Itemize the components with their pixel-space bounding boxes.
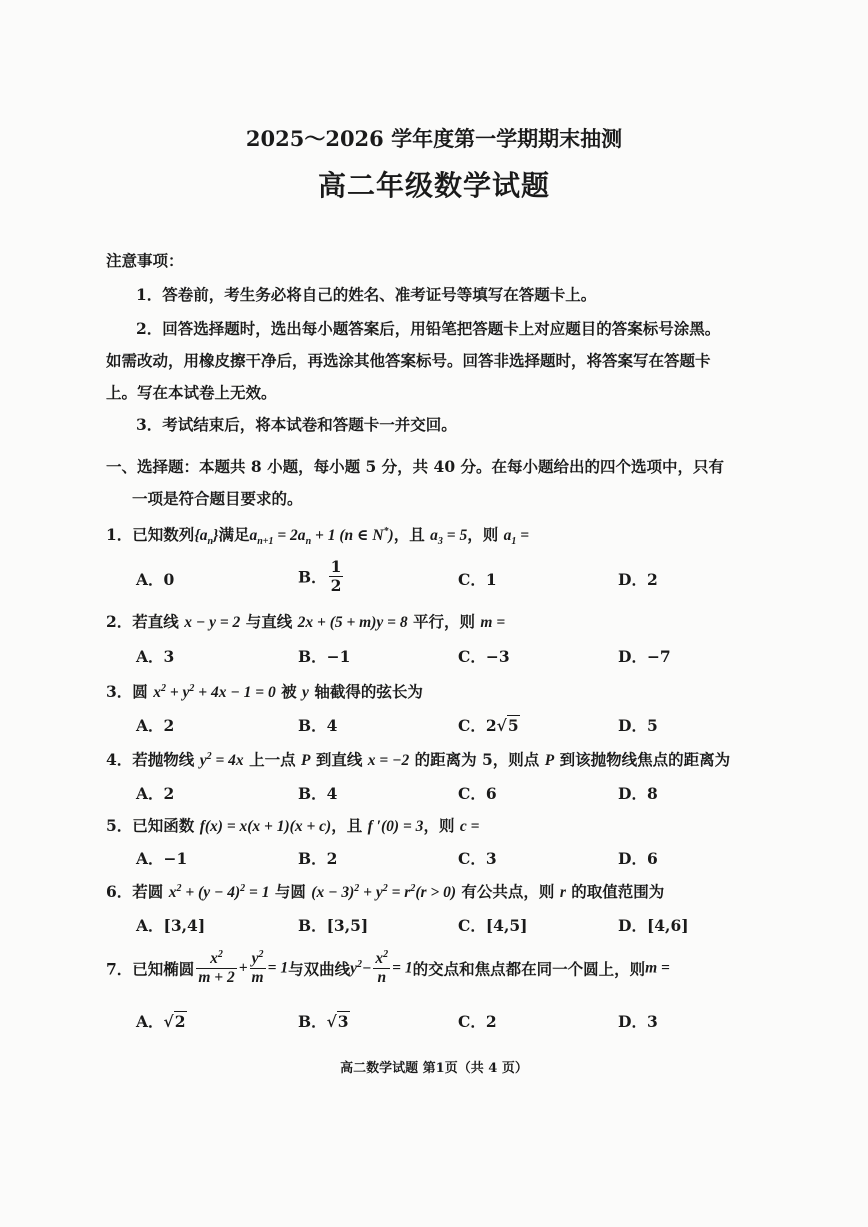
q6-option-c: C．[4,5] [458,916,528,935]
note-item-1: 1．答卷前，考生务必将自己的姓名、准考证号等填写在答题卡上。 [136,285,597,304]
q1-text: 已知数列 [132,525,195,544]
q1-text: ，且 [393,525,431,544]
numerator: y [251,950,259,967]
q4-option-c: C．6 [458,784,497,803]
q4-sup: 2 [206,750,212,762]
numerator: x [210,950,218,967]
numerator: x [375,950,384,967]
q2-text: 平行，则 [407,612,481,631]
q4-option-d: D．8 [618,784,658,803]
q7-text: 与双曲线 [288,959,351,979]
denominator: n [377,969,387,986]
q6-sup: 2 [240,882,246,894]
q4-text: 的距离为 5，则点 [409,750,545,769]
q7-fraction-2 [250,950,266,987]
exam-period-heading: 2025～2026 学年度第一学期期末抽测 [245,126,623,151]
q1-a: a [249,527,258,544]
q6-text: 有公共点，则 [456,882,560,901]
q4-option-a: A．2 [136,784,175,803]
question-3 [106,680,423,702]
q7-eq: = 1 [392,959,413,977]
q3-text: 轴截得的弦长为 [308,682,423,701]
q4-expr: P [300,752,311,769]
q2-expr: m = [480,614,506,631]
q7-fraction-1 [196,950,236,987]
fraction-denominator: 2 [330,576,342,595]
q1-expr: = [516,527,530,544]
q6-text: 与圆 [269,882,312,901]
q5-text: ，且 [331,816,368,835]
radicand: 5 [507,716,519,735]
q6-sup: 2 [410,882,416,894]
q4-expr: = 4x [211,752,244,769]
q3-sup: 2 [189,682,195,694]
exam-title: 高二年级数学试题 [317,169,550,202]
q5-expr: f(x) = x(x + 1)(x + c) [199,818,332,835]
q3-expr: + 4x − 1 = 0 [194,684,276,701]
fraction-numerator: 1 [330,557,342,576]
question-4 [106,748,730,770]
q6-expr: r [559,884,566,901]
q1-sub: n+1 [257,536,274,548]
sqrt-symbol: √2 [163,1012,186,1031]
q2-option-a: A．3 [136,647,175,666]
q2-expr: x − y = 2 [184,614,241,631]
q3-text: 被 [275,682,303,701]
q6-option-d: D．[4,6] [618,916,689,935]
sup: 2 [258,948,264,960]
q2-expr: 2x + (5 + m)y = 8 [297,614,408,631]
sqrt-symbol: √5 [496,716,519,735]
q1-expr: = 2a [273,527,306,544]
q6-expr: (r > 0) [415,884,457,901]
q7-option-c: C．2 [458,1012,497,1031]
q2-text: 与直线 [240,612,298,631]
sup: 2 [217,948,223,960]
q7-y: y [350,959,357,977]
q1-a: a [430,527,438,544]
note-item-3: 3．考试结束后，将本试卷和答题卡一并交回。 [136,415,457,434]
q5-option-c: C．3 [458,849,497,868]
q1-option-b [298,558,345,595]
q6-text: 的取值范围为 [565,882,665,901]
q5-expr: c = [459,818,480,835]
question-2 [106,610,505,632]
question-6 [106,880,664,902]
page-footer: 高二数学试题 第1页（共 4 页） [340,1061,528,1076]
option-label: C．2 [458,716,497,735]
section-heading-cont: 一项是符合题目要求的。 [132,489,303,508]
q6-option-b: B．[3,5] [298,916,369,935]
q3-option-b: B．4 [298,716,338,735]
q1-brace: } [213,527,219,544]
q1-sub: n [305,536,312,548]
notes-heading: 注意事项： [106,251,184,270]
q4-text: 上一点 [243,750,301,769]
q6-sup: 2 [354,882,360,894]
q4-expr: x = −2 [367,752,410,769]
q3-option-a: A．2 [136,716,175,735]
question-7 [106,950,670,987]
q5-text: 已知函数 [132,816,200,835]
q1-seq: {a [194,527,208,544]
q7-expr: m = [645,959,670,977]
q5-option-d: D．6 [618,849,658,868]
q3-expr: x [153,684,161,701]
q4-expr: P [544,752,555,769]
q4-text: 若抛物线 [132,750,200,769]
q1-text: ，则 [467,525,504,544]
q7-option-d: D．3 [618,1012,658,1031]
q1-sub: n [207,536,214,548]
q3-expr: + y [165,684,190,701]
note-item-2-end: 上。写在本试卷上无效。 [106,383,277,402]
q6-expr: (x − 3) [311,884,355,901]
q4-text: 到直线 [310,750,368,769]
q2-option-d: D．−7 [618,647,671,666]
q6-sup: 2 [176,882,182,894]
q1-option-c: C．1 [458,570,497,589]
q7-text: 已知椭圆 [132,959,195,979]
sup: 2 [383,948,389,960]
q7-text: 的交点和焦点都在同一个圆上，则 [412,959,646,979]
q2-text: 若直线 [132,612,185,631]
q2-option-b: B．−1 [298,647,351,666]
q4-text: 到该抛物线焦点的距离为 [554,750,731,769]
question-number: 4． [106,750,133,769]
question-number: 2． [106,612,133,631]
question-5 [106,814,479,836]
q6-sup: 2 [382,882,388,894]
q1-expr: ) [388,527,394,544]
q1-sup: * [383,525,389,537]
q7-plus: + [238,959,248,977]
sup: 2 [356,958,362,970]
q4-option-b: B．4 [298,784,338,803]
option-label: B． [298,1012,327,1031]
q6-expr: = r [387,884,411,901]
question-number: 5． [106,816,133,835]
q5-option-b: B．2 [298,849,338,868]
q6-expr: x [168,884,177,901]
q3-option-d: D．5 [618,716,658,735]
q7-minus: − [361,959,372,977]
denominator: m [251,969,264,986]
q6-option-a: A．[3,4] [136,916,206,935]
q1-text: 满足 [218,525,250,544]
option-label: A． [136,1012,164,1031]
radicand: 3 [337,1012,349,1031]
q3-sup: 2 [160,682,166,694]
q1-expr: = 5 [442,527,468,544]
q4-expr: y [199,752,207,769]
q6-expr: + (y − 4) [181,884,241,901]
denominator: m + 2 [198,969,235,986]
radicand: 2 [174,1012,186,1031]
q5-expr: f ′(0) = 3 [367,818,424,835]
note-item-2: 2．回答选择题时，选出每小题答案后，用铅笔把答题卡上对应题目的答案标号涂黑。 [136,319,721,338]
q6-expr: + y [359,884,383,901]
q7-fraction-3 [373,950,390,987]
q1-option-d: D．2 [618,570,658,589]
q3-option-c [458,714,520,736]
q1-expr: + 1 (n ∈ N [311,527,384,544]
q2-option-c: C．−3 [458,647,510,666]
section-heading: 一、选择题：本题共 8 小题，每小题 5 分，共 40 分。在每小题给出的四个选项中，只有 [106,457,725,476]
q3-expr: y [302,684,309,701]
q1-sub: 1 [511,536,517,548]
q3-text: 圆 [132,682,154,701]
question-number: 7． [106,959,133,979]
sqrt-symbol: √3 [326,1012,349,1031]
option-label: B． [298,567,327,587]
q7-option-b [298,1010,350,1032]
question-number: 6． [106,882,133,901]
q1-a: a [503,527,512,544]
question-number: 3． [106,682,133,701]
q6-text: 若圆 [132,882,169,901]
q7-option-a [136,1010,187,1032]
q5-text: ，则 [423,816,460,835]
question-1 [106,523,530,548]
note-item-2-cont: 如需改动，用橡皮擦干净后，再选涂其他答案标号。回答非选择题时，将答案写在答题卡 [106,351,711,370]
q1-option-a: A．0 [136,570,175,589]
question-number: 1． [106,525,133,544]
q7-eq: = 1 [267,959,289,977]
q5-option-a: A．−1 [136,849,188,868]
q1-sub: 3 [437,536,443,548]
q6-expr: = 1 [245,884,270,901]
